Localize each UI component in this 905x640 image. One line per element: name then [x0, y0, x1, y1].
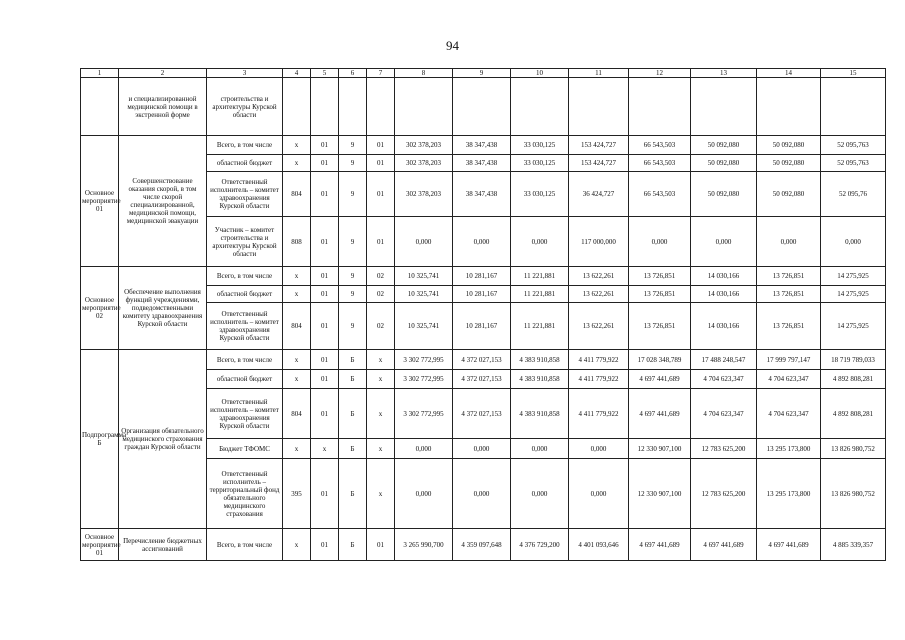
cell-value: 50 092,080 [757, 172, 821, 217]
cell-value: 13 622,261 [569, 286, 629, 303]
cell-value: 10 325,741 [395, 286, 453, 303]
column-header-7: 7 [367, 69, 395, 78]
cell-value: 12 330 907,100 [629, 439, 691, 459]
cell-value: 17 999 797,147 [757, 350, 821, 370]
cell-value: 117 000,000 [569, 217, 629, 267]
cell-value: 12 783 625,200 [691, 439, 757, 459]
cell-value: 10 325,741 [395, 303, 453, 350]
table-row [81, 529, 886, 561]
column-header-6: 6 [339, 69, 367, 78]
cell-code-grbs: х [283, 439, 311, 459]
cell-description: и специализированной медицинской помощи в экстренной форме [119, 78, 207, 136]
cell-code-grbs: х [283, 136, 311, 155]
column-header-9: 9 [453, 69, 511, 78]
cell-value: 38 347,438 [453, 136, 511, 155]
cell-code-grbs: 808 [283, 217, 311, 267]
cell-value: 0,000 [757, 217, 821, 267]
cell-value: 153 424,727 [569, 155, 629, 172]
cell-value: 17 028 348,789 [629, 350, 691, 370]
cell [691, 78, 757, 136]
cell-code-om: 02 [367, 267, 395, 286]
cell [821, 78, 886, 136]
cell-value: 11 221,881 [511, 267, 569, 286]
cell-label: Ответственный исполнитель – территориальный фонд обязательного медицинского страхования [207, 459, 283, 529]
cell-code-grbs: х [283, 370, 311, 389]
cell-code-om: 01 [367, 172, 395, 217]
cell-value: 13 295 173,800 [757, 439, 821, 459]
cell-code-grbs: х [283, 286, 311, 303]
cell-value: 153 424,727 [569, 136, 629, 155]
cell-value: 0,000 [395, 439, 453, 459]
cell-label: Всего, в том числе [207, 529, 283, 561]
cell-code-pp: 9 [339, 217, 367, 267]
cell-code-pp: 9 [339, 286, 367, 303]
header-row [81, 69, 886, 78]
cell-value: 4 704 623,347 [757, 389, 821, 439]
cell [629, 78, 691, 136]
cell [81, 78, 119, 136]
column-header-11: 11 [569, 69, 629, 78]
cell-code-gp: 01 [311, 286, 339, 303]
cell-description: Перечисление бюджетных ассигнований [119, 529, 207, 561]
page-number: 94 [446, 38, 459, 53]
cell-value: 0,000 [569, 439, 629, 459]
cell-value: 4 401 093,646 [569, 529, 629, 561]
cell-value: 4 892 808,281 [821, 389, 886, 439]
cell-value: 13 622,261 [569, 303, 629, 350]
cell-program-name: Основное мероприятие 02 [81, 267, 119, 350]
cell-value: 4 411 779,922 [569, 370, 629, 389]
cell [395, 78, 453, 136]
cell-code-pp: Б [339, 370, 367, 389]
cell-code-gp: 01 [311, 370, 339, 389]
cell-description: Совершенствование оказания скорой, в том числе скорой специализированной, медицинской помощи, медицинской эвакуации [119, 136, 207, 267]
cell-value: 14 030,166 [691, 303, 757, 350]
cell-label: Ответственный исполнитель – комитет здравоохранения Курской области [207, 303, 283, 350]
cell-description: Организация обязательного медицинского страхования граждан Курской области [119, 350, 207, 529]
cell-code-om: 01 [367, 136, 395, 155]
cell-label: Бюджет ТФОМС [207, 439, 283, 459]
cell-description: Обеспечение выполнения функций учреждениями, подведомственными комитету здравоохранения Курской области [119, 267, 207, 350]
cell-code-pp: Б [339, 439, 367, 459]
cell-value: 13 826 980,752 [821, 459, 886, 529]
cell [339, 78, 367, 136]
cell-value: 4 697 441,689 [691, 529, 757, 561]
cell-code-grbs: 395 [283, 459, 311, 529]
cell-value: 3 302 772,995 [395, 370, 453, 389]
cell-code-pp: Б [339, 389, 367, 439]
cell-label: Участник – комитет строительства и архитектуры Курской области [207, 217, 283, 267]
cell-code-pp: 9 [339, 155, 367, 172]
cell-code-gp: 01 [311, 267, 339, 286]
cell-code-pp: Б [339, 459, 367, 529]
cell-value: 0,000 [691, 217, 757, 267]
cell-code-gp: 01 [311, 136, 339, 155]
cell-code-om: 02 [367, 286, 395, 303]
cell-value: 11 221,881 [511, 286, 569, 303]
cell-label: областной бюджет [207, 155, 283, 172]
cell-value: 4 885 339,357 [821, 529, 886, 561]
column-header-4: 4 [283, 69, 311, 78]
cell [453, 78, 511, 136]
cell-code-grbs: х [283, 529, 311, 561]
cell-value: 0,000 [569, 459, 629, 529]
cell-value: 52 095,76 [821, 172, 886, 217]
cell-value: 302 378,203 [395, 172, 453, 217]
cell-program-name: Основное мероприятие 01 [81, 529, 119, 561]
cell-code-om: х [367, 370, 395, 389]
cell-value: 0,000 [395, 459, 453, 529]
cell-code-om: х [367, 389, 395, 439]
column-header-12: 12 [629, 69, 691, 78]
cell-code-gp: 01 [311, 172, 339, 217]
cell-code-grbs: х [283, 155, 311, 172]
cell-code-om: 01 [367, 529, 395, 561]
cell-code-pp: Б [339, 529, 367, 561]
cell-value: 13 295 173,800 [757, 459, 821, 529]
cell-value: 12 330 907,100 [629, 459, 691, 529]
cell-code-gp: 01 [311, 529, 339, 561]
cell-code-pp: 9 [339, 267, 367, 286]
cell-value: 3 302 772,995 [395, 389, 453, 439]
column-header-15: 15 [821, 69, 886, 78]
cell-code-om: х [367, 459, 395, 529]
cell-code-pp: 9 [339, 172, 367, 217]
cell-value: 12 783 625,200 [691, 459, 757, 529]
cell-code-gp: 01 [311, 303, 339, 350]
cell-value: 14 275,925 [821, 303, 886, 350]
cell-value: 50 092,080 [691, 172, 757, 217]
cell-code-pp: 9 [339, 303, 367, 350]
table-row [81, 350, 886, 370]
cell-value: 0,000 [453, 439, 511, 459]
cell-value: 4 383 910,858 [511, 350, 569, 370]
cell-value: 4 704 623,347 [691, 389, 757, 439]
cell-value: 50 092,080 [757, 136, 821, 155]
cell-value: 13 622,261 [569, 267, 629, 286]
cell-value: 4 704 623,347 [691, 370, 757, 389]
cell-value: 50 092,080 [691, 155, 757, 172]
cell-code-om: 02 [367, 303, 395, 350]
cell-value: 4 892 808,281 [821, 370, 886, 389]
cell-label: Всего, в том числе [207, 350, 283, 370]
cell-value: 0,000 [511, 217, 569, 267]
cell-value: 14 030,166 [691, 267, 757, 286]
cell-value: 33 030,125 [511, 136, 569, 155]
column-header-14: 14 [757, 69, 821, 78]
cell-value: 0,000 [821, 217, 886, 267]
column-header-2: 2 [119, 69, 207, 78]
cell-value: 38 347,438 [453, 172, 511, 217]
cell-value: 302 378,203 [395, 155, 453, 172]
column-header-3: 3 [207, 69, 283, 78]
table-row [81, 267, 886, 286]
cell-value: 13 826 980,752 [821, 439, 886, 459]
cell-program-name: Подпрограмма Б [81, 350, 119, 529]
cell-code-pp: 9 [339, 136, 367, 155]
cell-code-grbs: 804 [283, 389, 311, 439]
cell-value: 52 095,763 [821, 136, 886, 155]
cell-label: областной бюджет [207, 370, 283, 389]
column-header-8: 8 [395, 69, 453, 78]
cell-value: 66 543,503 [629, 172, 691, 217]
column-header-5: 5 [311, 69, 339, 78]
cell-value: 66 543,503 [629, 136, 691, 155]
cell-value: 18 719 789,033 [821, 350, 886, 370]
cell-program-name: Основное мероприятие 01 [81, 136, 119, 267]
cell-value: 4 359 097,648 [453, 529, 511, 561]
cell-value: 4 697 441,689 [629, 529, 691, 561]
cell [757, 78, 821, 136]
cell-value: 10 325,741 [395, 267, 453, 286]
cell-code-gp: х [311, 439, 339, 459]
cell-code-om: х [367, 350, 395, 370]
cell-value: 10 281,167 [453, 267, 511, 286]
cell-value: 14 030,166 [691, 286, 757, 303]
table-row [81, 136, 886, 155]
cell-value: 13 726,851 [629, 303, 691, 350]
cell-value: 0,000 [395, 217, 453, 267]
cell-code-om: 01 [367, 155, 395, 172]
cell-value: 302 378,203 [395, 136, 453, 155]
cell-value: 11 221,881 [511, 303, 569, 350]
cell-value: 4 697 441,689 [629, 389, 691, 439]
cell-label: Всего, в том числе [207, 267, 283, 286]
cell [511, 78, 569, 136]
cell-code-om: 01 [367, 217, 395, 267]
cell-value: 4 383 910,858 [511, 370, 569, 389]
cell-value: 4 704 623,347 [757, 370, 821, 389]
cell-value: 13 726,851 [757, 286, 821, 303]
cell-code-gp: 01 [311, 217, 339, 267]
cell-value: 4 697 441,689 [629, 370, 691, 389]
cell-value: 50 092,080 [757, 155, 821, 172]
cell-value: 14 275,925 [821, 286, 886, 303]
cell [283, 78, 311, 136]
cell-value: 0,000 [629, 217, 691, 267]
cell-code-pp: Б [339, 350, 367, 370]
cell-code-gp: 01 [311, 389, 339, 439]
cell-code-grbs: 804 [283, 172, 311, 217]
cell-value: 33 030,125 [511, 172, 569, 217]
cell-value: 4 372 027,153 [453, 389, 511, 439]
cell [311, 78, 339, 136]
cell-value: 52 095,763 [821, 155, 886, 172]
cell-value: 13 726,851 [757, 267, 821, 286]
column-header-1: 1 [81, 69, 119, 78]
cell-value: 0,000 [453, 459, 511, 529]
cell [569, 78, 629, 136]
cell-code-om: х [367, 439, 395, 459]
column-header-10: 10 [511, 69, 569, 78]
cell-value: 4 697 441,689 [757, 529, 821, 561]
cell-value: 4 411 779,922 [569, 350, 629, 370]
cell-value: 13 726,851 [629, 286, 691, 303]
column-header-13: 13 [691, 69, 757, 78]
cell-value: 10 281,167 [453, 286, 511, 303]
cell-label: областной бюджет [207, 286, 283, 303]
cell-value: 10 281,167 [453, 303, 511, 350]
cell-code-gp: 01 [311, 350, 339, 370]
cell-code-gp: 01 [311, 155, 339, 172]
cell-label: Ответственный исполнитель – комитет здравоохранения Курской области [207, 389, 283, 439]
cell-value: 4 372 027,153 [453, 370, 511, 389]
cell-label: строительства и архитектуры Курской области [207, 78, 283, 136]
cell-value: 4 411 779,922 [569, 389, 629, 439]
cell-value: 14 275,925 [821, 267, 886, 286]
budget-table [80, 68, 886, 561]
table-row [81, 78, 886, 136]
cell-value: 33 030,125 [511, 155, 569, 172]
cell-code-gp: 01 [311, 459, 339, 529]
cell-label: Всего, в том числе [207, 136, 283, 155]
cell-value: 3 265 990,700 [395, 529, 453, 561]
cell-code-grbs: х [283, 350, 311, 370]
cell-code-grbs: х [283, 267, 311, 286]
cell-value: 66 543,503 [629, 155, 691, 172]
cell-label: Ответственный исполнитель – комитет здравоохранения Курской области [207, 172, 283, 217]
cell-value: 0,000 [511, 459, 569, 529]
cell-code-grbs: 804 [283, 303, 311, 350]
cell-value: 0,000 [511, 439, 569, 459]
cell-value: 4 383 910,858 [511, 389, 569, 439]
cell [367, 78, 395, 136]
cell-value: 13 726,851 [629, 267, 691, 286]
cell-value: 3 302 772,995 [395, 350, 453, 370]
cell-value: 36 424,727 [569, 172, 629, 217]
cell-value: 13 726,851 [757, 303, 821, 350]
cell-value: 17 488 248,547 [691, 350, 757, 370]
cell-value: 4 372 027,153 [453, 350, 511, 370]
cell-value: 38 347,438 [453, 155, 511, 172]
cell-value: 4 376 729,200 [511, 529, 569, 561]
cell-value: 0,000 [453, 217, 511, 267]
cell-value: 50 092,080 [691, 136, 757, 155]
